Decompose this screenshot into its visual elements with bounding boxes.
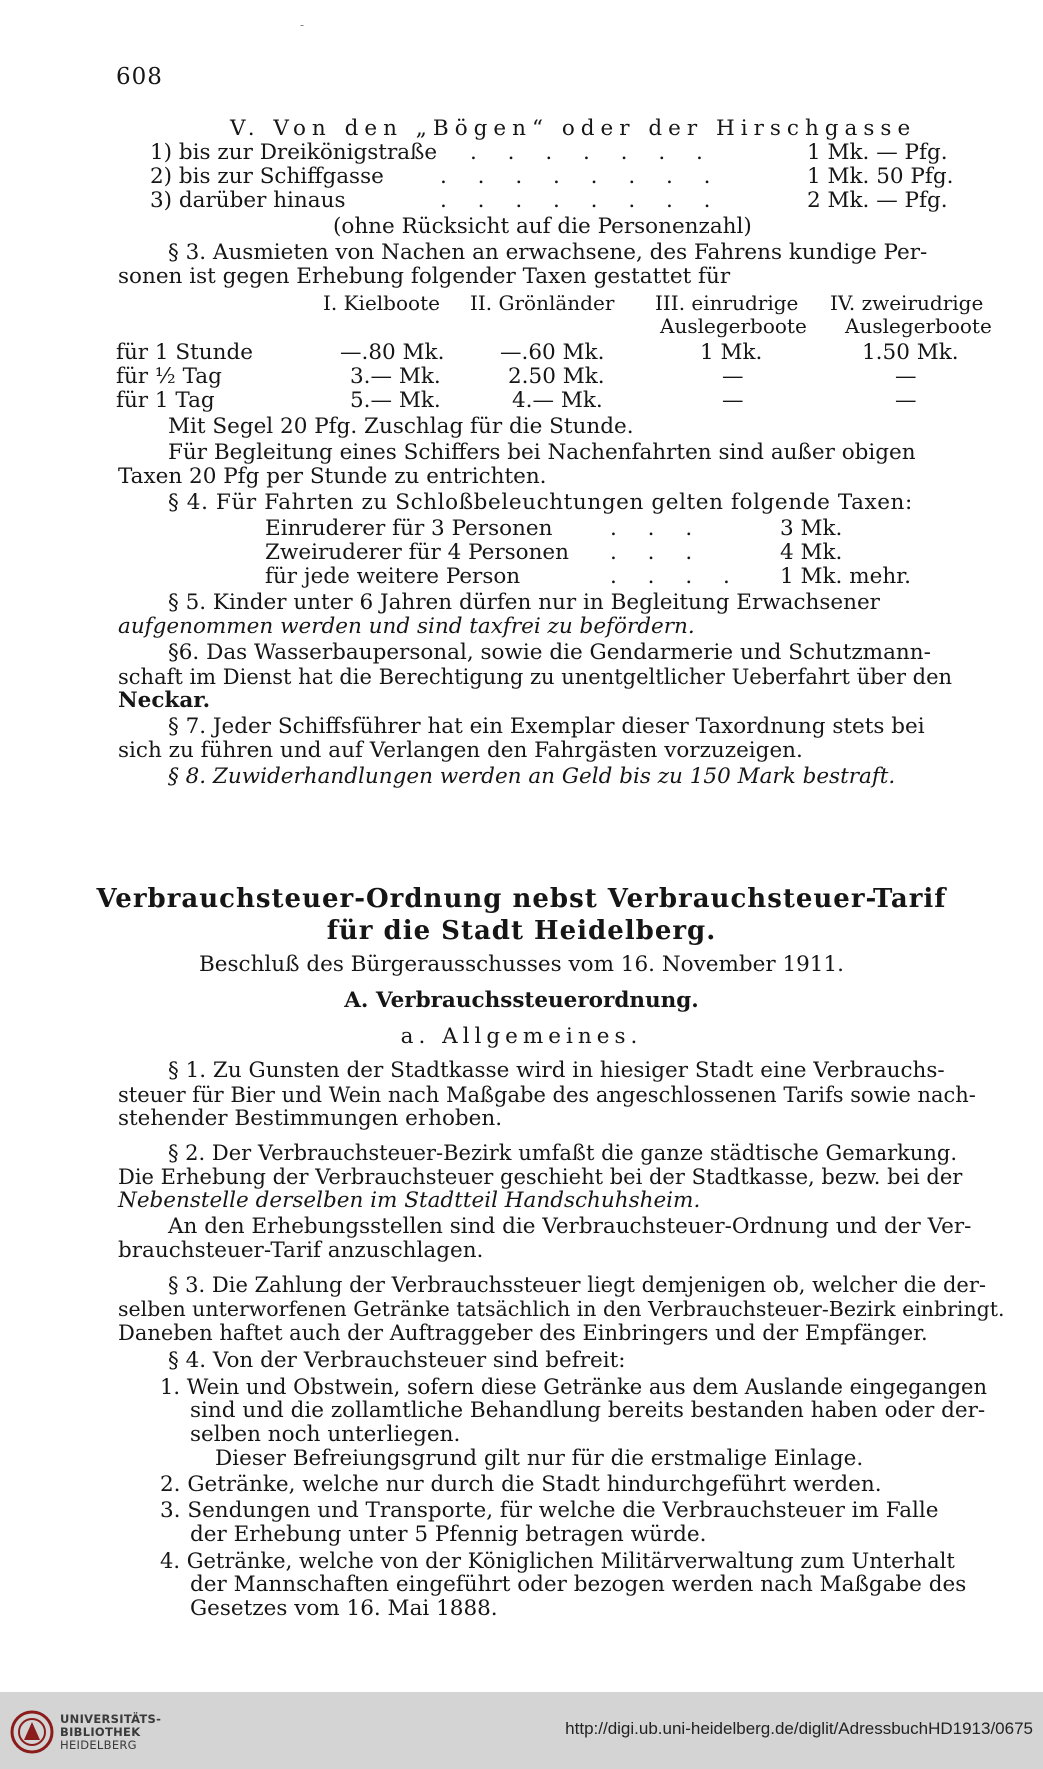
logo-line-3: HEIDELBERG: [60, 1738, 137, 1752]
table-row-1-c4: 1.50 Mk.: [862, 340, 959, 365]
body-p4-item-4-cont-2: Gesetzes vom 16. Mai 1888.: [190, 1596, 498, 1621]
table-row-3-c3: —: [722, 388, 744, 413]
para4-row-3-label: für jede weitere Person: [265, 564, 521, 589]
body-p1-line-1: § 1. Zu Gunsten der Stadtkasse wird in hiesiger Stadt eine Verbrauchs-: [168, 1058, 945, 1083]
section-v-row-3-label: 3) darüber hinaus: [150, 188, 346, 213]
body-p4-item-1-cont-1: sind und die zollamtliche Behandlung bereits bestanden haben oder der-: [190, 1398, 986, 1423]
table-col-4-header: IV. zweirudrige: [830, 291, 984, 315]
para3-line-1: § 3. Ausmieten von Nachen an erwachsene, des Fahrens kundige Per-: [168, 240, 928, 265]
table-col-3-subheader: Auslegerboote: [660, 314, 807, 338]
body-p4-item-3-cont: der Erhebung unter 5 Pfennig betragen würde.: [190, 1522, 707, 1547]
footer-bar: [0, 1692, 1043, 1769]
source-url-link[interactable]: http://digi.ub.uni-heidelberg.de/diglit/AdressbuchHD1913/0675: [565, 1719, 1033, 1738]
body-p2-line-4: An den Erhebungsstellen sind die Verbrauchsteuer-Ordnung und der Ver-: [168, 1214, 972, 1239]
table-row-1-c2: —.60 Mk.: [500, 340, 605, 365]
table-row-1-label: für 1 Stunde: [116, 340, 253, 365]
para6-line-2: schaft im Dienst hat die Berechtigung zu unentgeltlicher Ueberfahrt über den: [118, 665, 953, 689]
logo-line-1: UNIVERSITÄTS-: [60, 1712, 162, 1726]
para3-after-3: Taxen 20 Pfg per Stunde zu entrichten.: [118, 464, 547, 489]
logo-line-2: BIBLIOTHEK: [60, 1725, 141, 1739]
body-p3-line-3: Daneben haftet auch der Auftraggeber des Einbringers und der Empfänger.: [118, 1321, 928, 1345]
leader-dots: . . .: [610, 516, 705, 541]
para4-row-1-amount: 3 Mk.: [780, 516, 843, 541]
leader-dots: . . . . . . . .: [440, 188, 723, 213]
para4-intro: § 4. Für Fahrten zu Schloßbeleuchtungen gelten folgende Taxen:: [168, 490, 913, 515]
body-p2-line-3: Nebenstelle derselben im Stadtteil Handschuhsheim.: [118, 1188, 701, 1213]
para6-line-3: Neckar.: [118, 688, 211, 713]
body-p4-intro: § 4. Von der Verbrauchsteuer sind befreit:: [168, 1348, 626, 1373]
section-v-row-1-amount: 1 Mk. — Pfg.: [807, 140, 948, 165]
heading-decree: Beschluß des Bürgerausschusses vom 16. November 1911.: [198, 952, 845, 977]
body-p4-item-1: 1. Wein und Obstwein, sofern diese Getränke aus dem Auslande eingegangen: [160, 1375, 987, 1399]
table-row-2-c2: 2.50 Mk.: [508, 364, 605, 389]
table-col-1-header: I. Kielboote: [323, 291, 440, 315]
body-p4-item-4-cont-1: der Mannschaften eingeführt oder bezogen werden nach Maßgabe des: [190, 1572, 967, 1597]
library-logo-text: [60, 1713, 161, 1752]
table-row-2-c1: 3.— Mk.: [350, 364, 441, 389]
para4-row-2-amount: 4 Mk.: [780, 540, 843, 565]
table-row-2-c3: —: [722, 364, 744, 389]
section-v-row-3-amount: 2 Mk. — Pfg.: [807, 188, 948, 213]
body-p1-line-3: stehender Bestimmungen erhoben.: [118, 1106, 503, 1131]
section-v-title: V. Von den „Bögen“ oder der Hirschgasse: [230, 116, 917, 141]
section-a-title: A. Verbrauchssteuerordnung.: [344, 988, 699, 1013]
para7-line-2: sich zu führen und auf Verlangen den Fahrgästen vorzuzeigen.: [118, 738, 803, 763]
body-p2-line-2: Die Erhebung der Verbrauchsteuer geschieht bei der Stadtkasse, bezw. bei der: [118, 1165, 963, 1189]
section-v-row-2-amount: 1 Mk. 50 Pfg.: [807, 164, 954, 189]
leader-dots: . . . . . . .: [470, 140, 715, 165]
para8: § 8. Zuwiderhandlungen werden an Geld bis zu 150 Mark bestraft.: [168, 764, 896, 789]
para5-line-2: aufgenommen werden und sind taxfrei zu befördern.: [118, 614, 695, 639]
table-col-3-header: III. einrudrige: [655, 291, 799, 315]
para3-after-1: Mit Segel 20 Pfg. Zuschlag für die Stunde.: [168, 414, 634, 439]
para3-after-2: Für Begleitung eines Schiffers bei Nachenfahrten sind außer obigen: [168, 440, 916, 465]
table-row-2-label: für ½ Tag: [116, 364, 222, 389]
body-p2-line-5: brauchsteuer-Tarif anzuschlagen.: [118, 1238, 484, 1263]
page-number: 608: [116, 64, 163, 90]
table-row-3-c4: —: [895, 388, 917, 413]
leader-dots: . . . . . . . .: [440, 164, 723, 189]
section-v-note: (ohne Rücksicht auf die Personenzahl): [333, 214, 752, 239]
table-row-2-c4: —: [895, 364, 917, 389]
body-p3-line-1: § 3. Die Zahlung der Verbrauchssteuer liegt demjenigen ob, welcher die der-: [168, 1273, 986, 1297]
table-row-1-c3: 1 Mk.: [700, 340, 763, 365]
body-p2-line-1: § 2. Der Verbrauchsteuer-Bezirk umfaßt die ganze städtische Gemarkung.: [168, 1141, 958, 1165]
subsection-a-title: a. Allgemeines.: [400, 1024, 643, 1049]
para3-line-2: sonen ist gegen Erhebung folgender Taxen gestattet für: [118, 264, 731, 289]
section-v-row-1-label: 1) bis zur Dreikönigstraße: [150, 140, 438, 165]
section-v-row-2-label: 2) bis zur Schiffgasse: [150, 164, 384, 189]
body-p4-item-1-note: Dieser Befreiungsgrund gilt nur für die erstmalige Einlage.: [215, 1446, 864, 1471]
leader-dots: . . .: [610, 540, 705, 565]
para6-line-1: §6. Das Wasserbaupersonal, sowie die Gendarmerie und Schutzmann-: [168, 640, 931, 665]
body-p4-item-1-cont-2: selben noch unterliegen.: [190, 1422, 461, 1447]
table-col-2-header: II. Grönländer: [470, 291, 615, 315]
table-row-3-label: für 1 Tag: [116, 388, 215, 413]
heading-line-1: Verbrauchsteuer-Ordnung nebst Verbrauchsteuer-Tarif: [96, 884, 947, 914]
table-row-3-c2: 4.— Mk.: [512, 388, 603, 413]
heading-line-2: für die Stadt Heidelberg.: [326, 916, 717, 946]
body-p1-line-2: steuer für Bier und Wein nach Maßgabe des angeschlossenen Tarifs sowie nach-: [118, 1083, 976, 1107]
body-p4-item-3: 3. Sendungen und Transporte, für welche die Verbrauchsteuer im Falle: [160, 1498, 939, 1523]
body-p4-item-2: 2. Getränke, welche nur durch die Stadt hindurchgeführt werden.: [160, 1472, 882, 1497]
leader-dots: . . . .: [610, 564, 742, 589]
body-p3-line-2: selben unterworfenen Getränke tatsächlich in den Verbrauchsteuer-Bezirk einbringt.: [118, 1297, 1005, 1321]
para4-row-2-label: Zweiruderer für 4 Personen: [265, 540, 569, 565]
body-p4-item-4: 4. Getränke, welche von der Königlichen Militärverwaltung zum Unterhalt: [160, 1549, 955, 1573]
table-row-3-c1: 5.— Mk.: [350, 388, 441, 413]
para7-line-1: § 7. Jeder Schiffsführer hat ein Exemplar dieser Taxordnung stets bei: [168, 714, 925, 739]
para4-row-1-label: Einruderer für 3 Personen: [265, 516, 553, 541]
para4-row-3-amount: 1 Mk. mehr.: [780, 564, 911, 589]
top-mark: -: [300, 18, 305, 32]
table-col-4-subheader: Auslegerboote: [845, 314, 992, 338]
table-row-1-c1: —.80 Mk.: [340, 340, 445, 365]
para5-line-1: § 5. Kinder unter 6 Jahren dürfen nur in Begleitung Erwachsener: [168, 590, 880, 615]
library-seal-icon: [10, 1710, 54, 1754]
